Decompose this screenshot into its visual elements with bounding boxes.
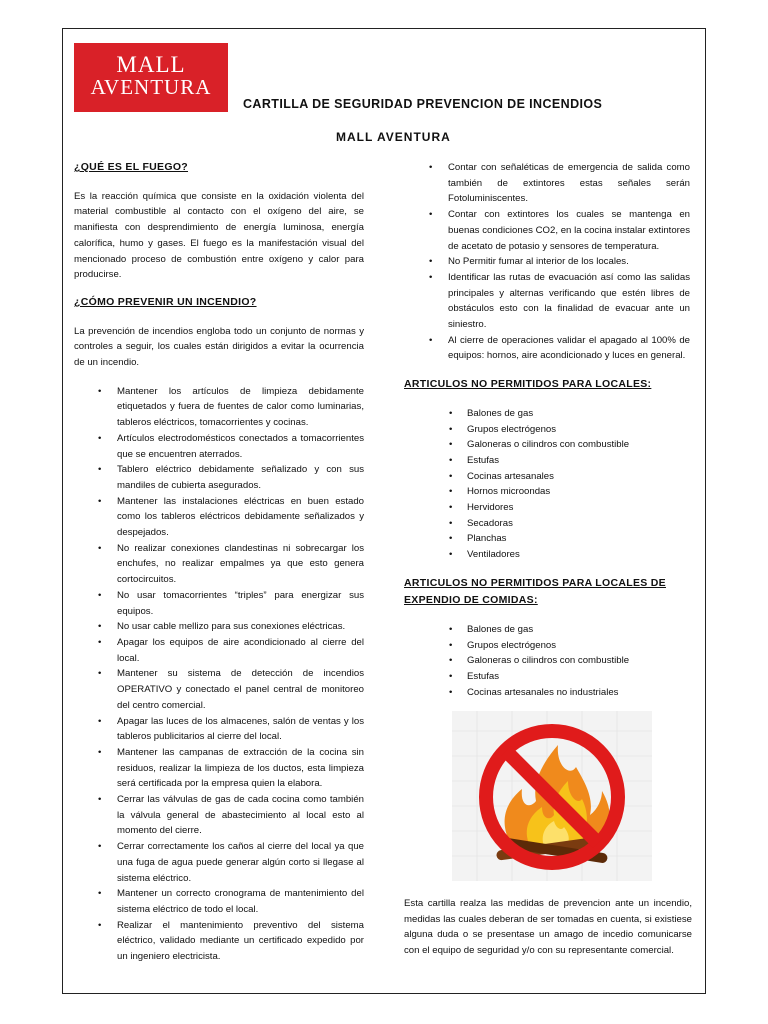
paragraph-fuego: Es la reacción química que consiste en la oxidación violenta del material combustible al contacto con el oxígeno del aire, se manifiesta con desprendimiento de energía luminosa, energía calorífica, humo y gases. El fuego es la manifestación visual del mencionado proceso de combustión entre oxígeno y calor para producirse. [74, 190, 364, 281]
list-item: • Realizar el mantenimiento preventivo del sistema eléctrico, validado mediante un certificado expedido por un ingeniero electricista. [74, 918, 364, 965]
list-item: • Balones de gas [404, 406, 690, 422]
heading-no-permitidos-locales: ARTICULOS NO PERMITIDOS PARA LOCALES: [404, 378, 652, 391]
list-item: • Cerrar las válvulas de gas de cada cocina como también la válvula general de abastecimiento al local esto al momento del cierre. [74, 792, 364, 839]
list-item: • Mantener los artículos de limpieza debidamente etiquetados y fuera de fuentes de calor como luminarias, tableros eléctricos, tomacorrientes y cocinas. [74, 384, 364, 431]
prevention-list-continued [404, 160, 690, 364]
list-item: • Grupos electrógenos [404, 422, 690, 438]
mall-aventura-logo [74, 43, 228, 112]
list-item: • Galoneras o cilindros con combustible [404, 653, 690, 669]
list-item: • Cerrar correctamente los caños al cierre del local ya que una fuga de agua puede generar algún corto si llegase al sistema eléctrico. [74, 839, 364, 886]
not-allowed-list [404, 406, 690, 563]
list-item: • Secadoras [404, 516, 690, 532]
list-item: • Al cierre de operaciones validar el apagado al 100% de equipos: hornos, aire acondicionado y luces en general. [404, 333, 690, 364]
list-item: • No usar tomacorrientes “triples” para energizar sus equipos. [74, 588, 364, 619]
list-item: • Ventiladores [404, 547, 690, 563]
list-item: • Apagar los equipos de aire acondicionado al cierre del local. [74, 635, 364, 666]
list-item: • Contar con señaléticas de emergencia de salida como también de extintores estas señales serán Fotoluminiscentes. [404, 160, 690, 207]
list-item: • Contar con extintores los cuales se mantenga en buenas condiciones CO2, en la cocina instalar extintores de acetato de potasio y sensores de temperatura. [404, 207, 690, 254]
footer-paragraph: Esta cartilla realza las medidas de prevencion ante un incendio, medidas las cuales deberan de ser tomadas en cuenta, si existiese alguna duda o se presentase un amago de incedio comunicarse con el equipo de seguridad y/o con su representante comercial. [404, 898, 692, 957]
document-title: CARTILLA DE SEGURIDAD PREVENCION DE INCENDIOS [243, 97, 603, 111]
list-item: • Hervidores [404, 500, 690, 516]
document-subtitle: MALL AVENTURA [336, 130, 451, 144]
list-item: • Hornos microondas [404, 484, 690, 500]
list-item: • Estufas [404, 453, 690, 469]
list-item: • Tablero eléctrico debidamente señalizado y con sus mandiles de cubierta asegurados. [74, 462, 364, 493]
list-item: • Grupos electrógenos [404, 638, 690, 654]
left-column [74, 160, 364, 965]
paragraph-prevencion: La prevención de incendios engloba todo un conjunto de normas y controles a seguir, los cuales están dirigidos a evitar la ocurrencia de un incendio. [74, 325, 364, 369]
list-item: • Balones de gas [404, 622, 690, 638]
list-item: • Mantener las campanas de extracción de la cocina sin residuos, realizar la limpieza de los ductos, esta limpieza será certificada por la empresa quien la elabora. [74, 745, 364, 792]
list-item: • Artículos electrodomésticos conectados a tomacorrientes que se encuentren aterrados. [74, 431, 364, 462]
list-item: • Estufas [404, 669, 690, 685]
list-item: • Mantener las instalaciones eléctricas en buen estado como los tableros eléctricos debidamente señalizados y despejados. [74, 494, 364, 541]
list-item: • Mantener un correcto cronograma de mantenimiento del sistema eléctrico de todo el local. [74, 886, 364, 917]
heading-como-prevenir: ¿CÓMO PREVENIR UN INCENDIO? [74, 295, 257, 308]
logo-line-1: MALL [116, 52, 186, 77]
list-item: • Cocinas artesanales [404, 469, 690, 485]
list-item: • No Permitir fumar al interior de los locales. [404, 254, 690, 270]
prevention-list [74, 384, 364, 965]
list-item: • Identificar las rutas de evacuación así como las salidas principales y alternas verificando que estén libres de obstáculos esto con la finalidad de evacuar ante un siniestro. [404, 270, 690, 333]
heading-que-es-el-fuego: ¿QUÉ ES EL FUEGO? [74, 161, 189, 173]
not-allowed-food-list [404, 622, 690, 701]
list-item: • Galoneras o cilindros con combustible [404, 437, 690, 453]
logo-line-2: AVENTURA [90, 75, 212, 99]
heading-no-permitidos-comidas: ARTICULOS NO PERMITIDOS PARA LOCALES DE EXPENDIO DE COMIDAS: [404, 576, 666, 606]
list-item: • No usar cable mellizo para sus conexiones eléctricas. [74, 619, 364, 635]
list-item: • Apagar las luces de los almacenes, salón de ventas y los tableros publicitarios al cierre del local. [74, 714, 364, 745]
right-column [404, 160, 690, 700]
no-fire-icon [452, 711, 652, 881]
list-item: • Mantener su sistema de detección de incendios OPERATIVO y conectado el panel central de monitoreo del centro comercial. [74, 666, 364, 713]
list-item: • Cocinas artesanales no industriales [404, 685, 690, 701]
list-item: • No realizar conexiones clandestinas ni sobrecargar los enchufes, no realizar empalmes ya que esto genera cortocircuitos. [74, 541, 364, 588]
list-item: • Planchas [404, 531, 690, 547]
